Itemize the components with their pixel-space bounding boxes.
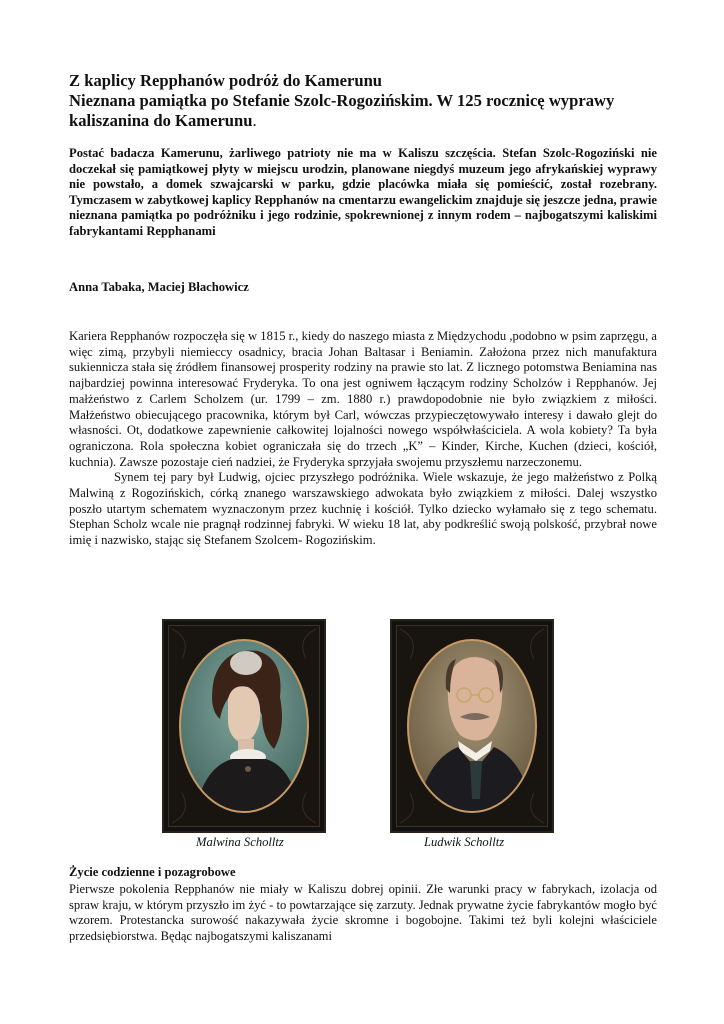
paragraph-2: Synem tej pary był Ludwig, ojciec przyszłego podróżnika. Wiele wskazuje, że jego małżeństwo z Polką Malwiną z Rogozińskich, córką znanego warszawskiego adwokata było związkiem z miłości. Dalej wszystko poszło utartym schematem wyznaczonym przez kuchnię i kościół. Tylko dziecko wyłamało się z tego schematu. Stephan Scholz wcale nie pragnął rodzinnej fabryki. W wieku 18 lat, aby podkreślić swoją polskość, przybrał nowe imię i nazwisko, stając się Stefanem Szolcem- Rogozińskim. — [69, 470, 657, 548]
lead-paragraph: Postać badacza Kamerunu, żarliwego patrioty nie ma w Kaliszu szczęścia. Stefan Szolc-Rogoziński nie doczekał się pamiątkowej płyty w miejscu urodzin, planowane niegdyś muzeum jego afrykańskiej wyprawy nie powstało, a domek szwajcarski w parku, gdzie placówka miała się pomieścić, został rozebrany. Tymczasem w zabytkowej kaplicy Repphanów na cmentarzu ewangelickim znajduje się jeszcze jedna, prawie nieznana pamiątka po podróżniku i jego rodzinie, spokrewnionej z innym rodem – najbogatszymi kaliskimi fabrykantami Repphanami — [69, 146, 657, 238]
authors: Anna Tabaka, Maciej Błachowicz — [69, 280, 249, 294]
portrait-frame-malwina — [162, 619, 326, 833]
title-line-2: Nieznana pamiątka po Stefanie Szolc-Rogozińskim. W 125 rocznicę wyprawy kaliszanina do Kamerunu — [69, 91, 615, 130]
article-title — [69, 71, 657, 131]
portrait-figure-left — [162, 619, 326, 833]
portrait-malwina-image — [162, 619, 326, 833]
paragraph-3: Pierwsze pokolenia Repphanów nie miały w Kaliszu dobrej opinii. Złe warunki pracy w fabrykach, izolacja od spraw kraju, w którym przyszło im żyć - to powtarzające się zarzuty. Jednak prywatne życie fabrykantów mogło być wzorem. Protestancka surowość nakazywała życie skromne i bogobojne. Takimi też byli kolejni właściciele przedsiębiorstwa. Będąc najbogatszymi kaliszanami — [69, 882, 657, 943]
caption-ludwik: Ludwik Scholltz — [424, 835, 505, 849]
portrait-frame-ludwik — [390, 619, 554, 833]
section-heading: Życie codzienne i pozagrobowe — [69, 865, 236, 879]
title-line-1: Z kaplicy Repphanów podróż do Kamerunu — [69, 71, 383, 90]
caption-malwina: Malwina Scholltz — [196, 835, 284, 849]
article-body — [69, 329, 657, 549]
portrait-figure-right — [390, 619, 554, 833]
portrait-ludwik-image — [390, 619, 554, 833]
paragraph-1: Kariera Repphanów rozpoczęła się w 1815 r., kiedy do naszego miasta z Międzychodu ,podobno w psim zaprzęgu, a więc zimą, przybyli niemieccy osadnicy, bracia Johan Baltasar i Beniamin. Założona przez nich manufaktura sukiennicza stała się źródłem finansowej prosperity rodziny na prawie sto lat. Z licznego potomstwa Beniamina nas najbardziej powinna interesować Fryderyka. To ona jest ogniwem łączącym rodziny Scholzów i Repphanów. Jej małżeństwo z Carlem Scholzem (ur. 1799 – zm. 1880 r.) prawdopodobnie nie było związkiem z miłości. Małżeństwo obiecującego pracownika, którym był Carl, wówczas przypieczętowywało interesy i dawało glejt do własności. Ot, dodatkowe zapewnienie całkowitej lojalności nowego współwłaściciela. A wola kobiety? Ta była ograniczona. Rola społeczna kobiet ograniczała się do trzech „K” – Kinder, Kirche, Kuchen (dzieci, kościół, kuchnia). Zawsze pozostaje cień nadziei, że Fryderyka sprzyjała swojemu przyszłemu narzeczonemu. — [69, 329, 657, 469]
title-period: . — [252, 111, 257, 130]
